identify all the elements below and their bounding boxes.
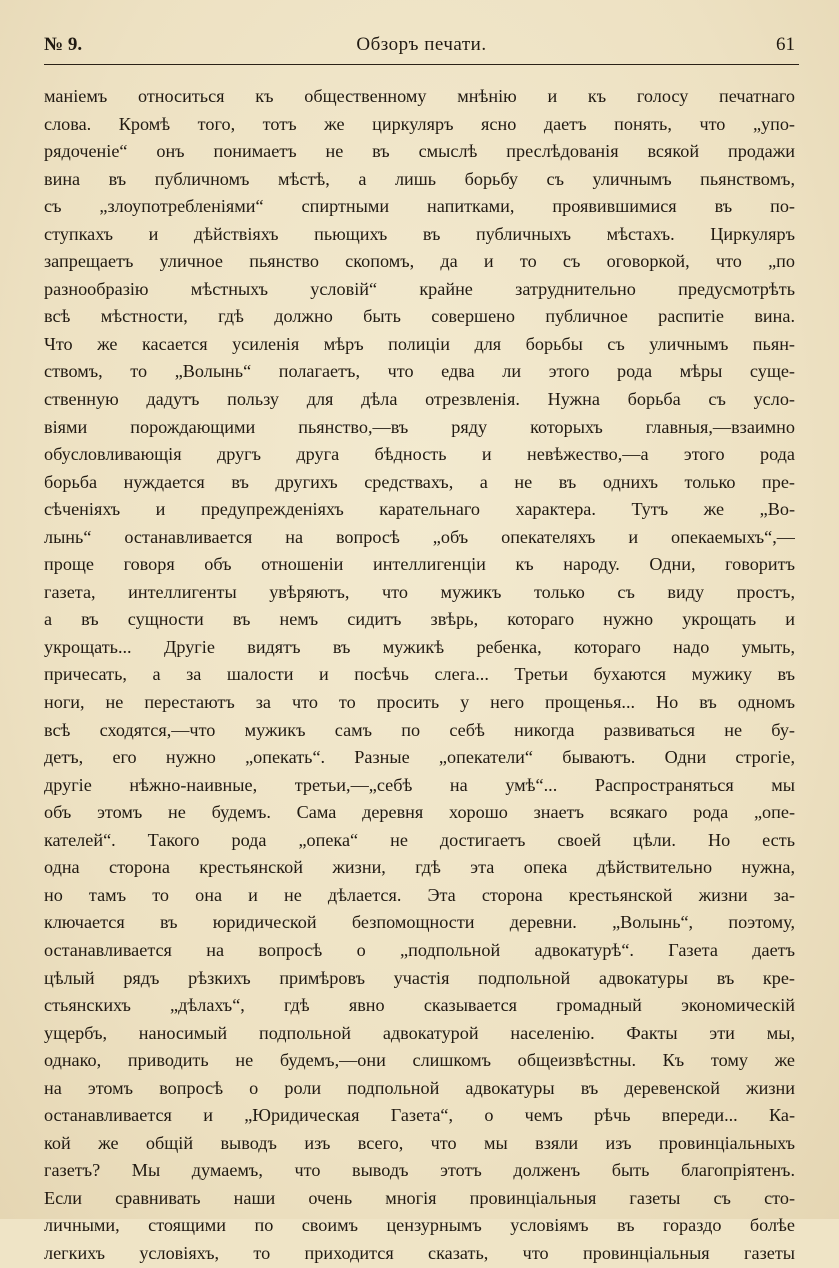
text-line: обусловливающія другъ друга бѣдность и невѣжество,—а этого рода (44, 444, 795, 465)
text-line: другіе нѣжно-наивные, третьи,—„себѣ на умѣ“... Распространяться мы (44, 774, 795, 795)
text-line: объ этомъ не будемъ. Сама деревня хорошо знаетъ всякаго рода „опе- (44, 802, 795, 823)
text-line: на этомъ вопросѣ о роли подпольной адвокатуры въ деревенской жизни (44, 1077, 795, 1098)
text-line: Если сравнивать наши очень многія провинціальныя газеты съ сто- (44, 1187, 795, 1208)
text-line: ключается въ юридической безпомощности деревни. „Волынь“, поэтому, (44, 912, 795, 933)
text-line: Что же касается усиленія мѣръ полиціи для борьбы съ уличнымъ пьян- (44, 333, 795, 354)
text-line: ственную дадутъ пользу для дѣла отрезвленія. Нужна борьба съ усло- (44, 389, 795, 410)
text-line: борьба нуждается въ другихъ средствахъ, а не въ однихъ только пре- (44, 471, 795, 492)
text-line: детъ, его нужно „опекать“. Разные „опекатели“ бываютъ. Одни строгіе, (44, 747, 795, 768)
text-line: стьянскихъ „дѣлахъ“, гдѣ явно сказывается громадный экономическій (44, 995, 795, 1016)
running-header (44, 28, 799, 62)
text-line: газета, интеллигенты увѣряютъ, что мужикъ только съ виду простъ, (44, 581, 795, 602)
issue-number: № 9. (44, 34, 83, 55)
text-line: однако, приводить не будемъ,—они слишкомъ общеизвѣстны. Къ тому же (44, 1050, 795, 1071)
text-line: цѣлый рядъ рѣзкихъ примѣровъ участія подпольной адвокатуры въ кре- (44, 967, 795, 988)
text-line: останавливается на вопросѣ о „подпольной адвокатурѣ“. Газета даетъ (44, 939, 795, 960)
text-line: лынь“ останавливается на вопросѣ „объ опекателяхъ и опекаемыхъ“,— (44, 526, 795, 547)
text-line: укрощать... Другіе видятъ въ мужикѣ ребенка, котораго надо умыть, (44, 636, 795, 657)
text-line: газетъ? Мы думаемъ, что выводъ этотъ долженъ быть благопріятенъ. (44, 1160, 795, 1181)
text-line: кой же общій выводъ изъ всего, что мы взяли изъ провинціальныхъ (44, 1132, 795, 1153)
text-line: проще говоря объ отношеніи интеллигенціи къ народу. Одни, говоритъ (44, 554, 795, 575)
text-line: віями порождающими пьянство,—въ ряду которыхъ главныя,—взаимно (44, 416, 795, 437)
text-line: причесать, а за шалости и посѣчь слега... Третьи бухаются мужику въ (44, 664, 795, 685)
text-line: рядоченіе“ онъ понимаетъ не въ смыслѣ преслѣдованія всякой продажи (44, 141, 795, 162)
text-line: ступкахъ и дѣйствіяхъ пьющихъ въ публичныхъ мѣстахъ. Циркуляръ (44, 223, 795, 244)
text-line: а въ сущности въ немъ сидитъ звѣрь, котораго нужно укрощать и (44, 609, 795, 630)
text-line: легкихъ условіяхъ, то приходится сказать, что провинціальныя газеты (44, 1242, 795, 1263)
text-line: сѣченіяхъ и предупрежденіяхъ карательнаго характера. Тутъ же „Во- (44, 499, 795, 520)
text-line: кателей“. Такого рода „опека“ не достигаетъ своей цѣли. Но есть (44, 829, 795, 850)
text-line: ноги, не перестаютъ за что то просить у него прощенья... Но въ одномъ (44, 692, 795, 713)
text-line: ущербъ, наносимый подпольной адвокатурой населенію. Факты эти мы, (44, 1022, 795, 1043)
text-line: запрещаетъ уличное пьянство скопомъ, да и то съ оговоркой, что „по (44, 251, 795, 272)
text-line: вина въ публичномъ мѣстѣ, а лишь борьбу съ уличнымъ пьянствомъ, (44, 168, 795, 189)
text-line: разнообразію мѣстныхъ условій“ крайне затруднительно предусмотрѣть (44, 278, 795, 299)
text-line: личными, стоящими по своимъ цензурнымъ условіямъ въ гораздо болѣе (44, 1215, 795, 1236)
text-line: останавливается и „Юридическая Газета“, о чемъ рѣчь впереди... Ка- (44, 1105, 795, 1126)
text-line: маніемъ относиться къ общественному мнѣнію и къ голосу печатнаго (44, 86, 795, 106)
text-line: ствомъ, то „Волынь“ полагаетъ, что едва ли этого рода мѣры суще- (44, 361, 795, 382)
section-title: Обзоръ печати. (356, 34, 487, 55)
text-line: но тамъ то она и не дѣлается. Эта сторона крестьянской жизни за- (44, 884, 795, 905)
page-number: 61 (776, 34, 795, 55)
text-line: слова. Кромѣ того, тотъ же циркуляръ ясно даетъ понять, что „упо- (44, 113, 795, 134)
text-line: одна сторона крестьянской жизни, гдѣ эта опека дѣйствительно нужна, (44, 857, 795, 878)
body-text (44, 83, 795, 1268)
text-line: всѣ мѣстности, гдѣ должно быть совершено публичное распитіе вина. (44, 306, 795, 327)
text-line: всѣ сходятся,—что мужикъ самъ по себѣ никогда развиваться не бу- (44, 719, 795, 740)
header-rule (44, 64, 799, 65)
text-line: съ „злоупотребленіями“ спиртными напитками, проявившимися въ по- (44, 196, 795, 217)
